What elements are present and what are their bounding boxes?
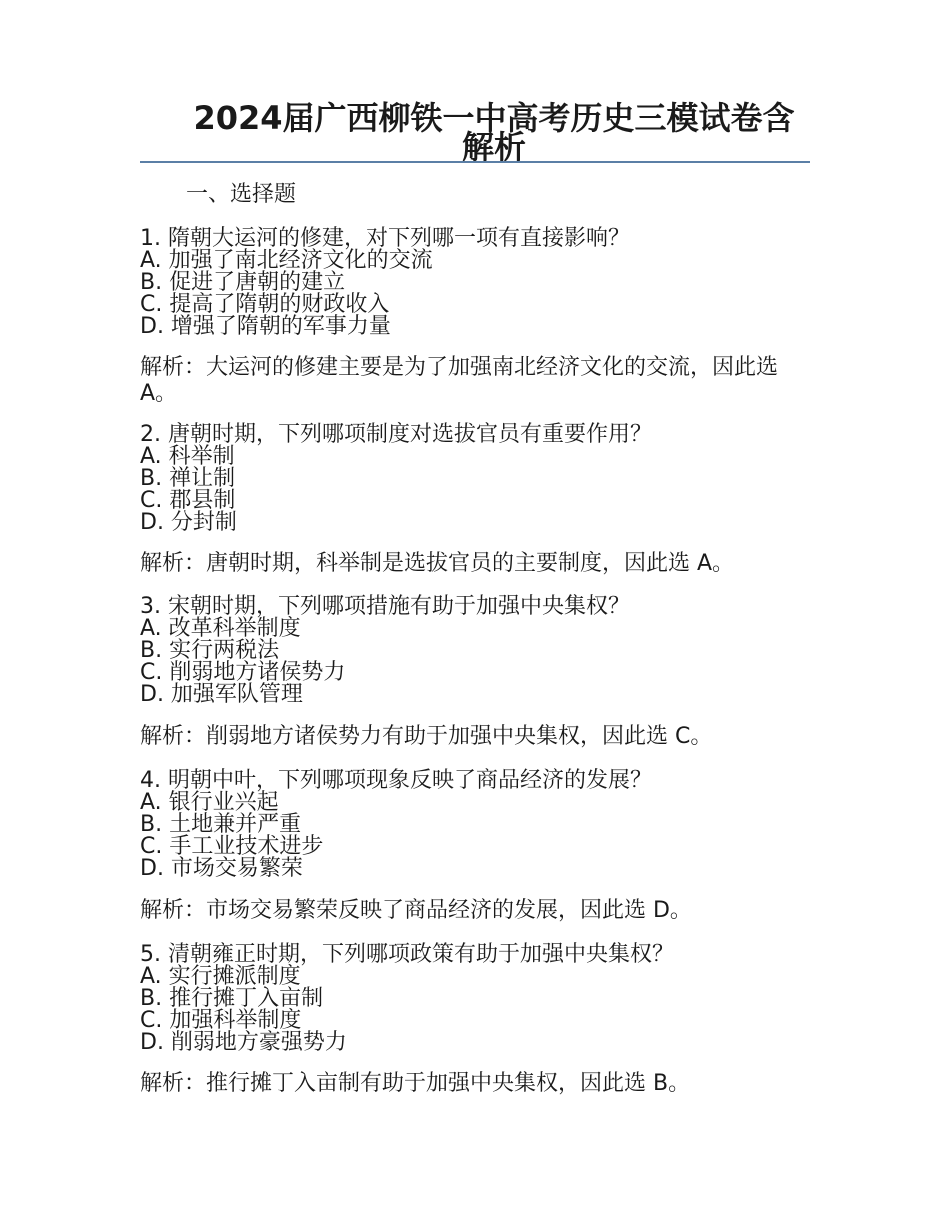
option-d: D. 增强了隋朝的军事力量: [140, 314, 391, 339]
option-a: A. 实行摊派制度: [140, 964, 301, 989]
question-5: [140, 944, 812, 1054]
option-d: D. 削弱地方豪强势力: [140, 1030, 347, 1055]
option-c: C. 提高了隋朝的财政收入: [140, 292, 390, 317]
question-4: [140, 770, 812, 880]
option-b: B. 实行两税法: [140, 638, 280, 663]
option-c: C. 加强科举制度: [140, 1008, 302, 1033]
option-b: B. 促进了唐朝的建立: [140, 270, 346, 295]
option-c: C. 手工业技术进步: [140, 834, 324, 859]
option-a: A. 银行业兴起: [140, 790, 279, 815]
option-b: B. 禅让制: [140, 466, 236, 491]
question-stem: 2. 唐朝时期，下列哪项制度对选拔官员有重要作用？: [140, 422, 652, 447]
option-d: D. 加强军队管理: [140, 682, 303, 707]
analysis-1: 解析：大运河的修建主要是为了加强南北经济文化的交流，因此选 A。: [140, 355, 779, 406]
option-c: C. 郡县制: [140, 488, 236, 513]
option-a: A. 改革科举制度: [140, 616, 301, 641]
question-2: [140, 424, 812, 534]
question-stem: 4. 明朝中叶，下列哪项现象反映了商品经济的发展？: [140, 768, 652, 793]
document-title: 2024届广西柳铁一中高考历史三模试卷含解析: [193, 99, 795, 166]
option-b: B. 土地兼并严重: [140, 812, 302, 837]
title-underline: [140, 161, 810, 163]
option-a: A. 加强了南北经济文化的交流: [140, 248, 433, 273]
question-3: [140, 596, 812, 706]
question-stem: 1. 隋朝大运河的修建，对下列哪一项有直接影响？: [140, 226, 630, 251]
question-stem: 5. 清朝雍正时期，下列哪项政策有助于加强中央集权？: [140, 942, 674, 967]
option-a: A. 科举制: [140, 444, 235, 469]
analysis-4: 解析：市场交易繁荣反映了商品经济的发展，因此选 D。: [140, 898, 692, 923]
question-stem: 3. 宋朝时期，下列哪项措施有助于加强中央集权？: [140, 594, 630, 619]
option-d: D. 市场交易繁荣: [140, 856, 303, 881]
option-c: C. 削弱地方诸侯势力: [140, 660, 346, 685]
option-b: B. 推行摊丁入亩制: [140, 986, 324, 1011]
analysis-3: 解析：削弱地方诸侯势力有助于加强中央集权，因此选 C。: [140, 724, 713, 749]
option-d: D. 分封制: [140, 510, 237, 535]
analysis-2: 解析：唐朝时期，科举制是选拔官员的主要制度，因此选 A。: [140, 551, 735, 576]
section-heading: 一、选择题: [186, 182, 297, 207]
question-1: [140, 228, 812, 338]
analysis-5: 解析：推行摊丁入亩制有助于加强中央集权，因此选 B。: [140, 1071, 691, 1096]
